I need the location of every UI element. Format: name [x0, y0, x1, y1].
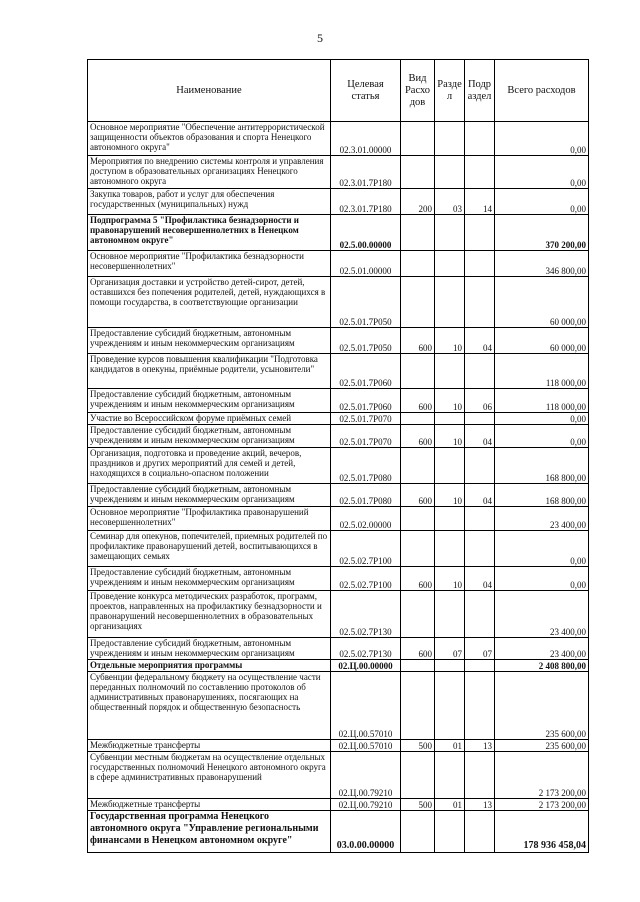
- header-section: Разде л: [435, 60, 465, 122]
- cell-total: 0,00: [495, 156, 589, 189]
- table-row: [88, 660, 589, 672]
- cell-subsection: [465, 752, 495, 799]
- cell-target: 02.5.02.7Р100: [331, 531, 401, 567]
- cell-subsection: 07: [465, 638, 495, 660]
- table-row: [88, 277, 589, 328]
- cell-name: Основное мероприятие "Обеспечение антитеррористической защищенности объектов образования и спорта Ненецкого автономного округа": [88, 122, 331, 156]
- cell-subsection: [465, 413, 495, 425]
- table-row: [88, 122, 589, 156]
- cell-section: 03: [435, 189, 465, 215]
- cell-total: 2 173 200,00: [495, 799, 589, 811]
- cell-name: Основное мероприятие "Профилактика безнадзорности несовершеннолетних": [88, 251, 331, 277]
- cell-type: [401, 531, 435, 567]
- table-row: [88, 638, 589, 660]
- cell-name: Государственная программа Ненецкого автономного округа "Управление региональными финансами в Ненецком автономном округе": [88, 811, 331, 853]
- cell-subsection: [465, 448, 495, 484]
- cell-target: 02.5.01.7Р060: [331, 354, 401, 389]
- cell-target: 02.5.00.00000: [331, 215, 401, 251]
- header-subsection: Подр аздел: [465, 60, 495, 122]
- cell-type: [401, 811, 435, 853]
- cell-total: 235 600,00: [495, 672, 589, 740]
- cell-name: Участие во Всероссийском форуме приёмных семей: [88, 413, 331, 425]
- cell-type: 500: [401, 799, 435, 811]
- table-row: [88, 752, 589, 799]
- cell-target: 02.5.01.7Р070: [331, 425, 401, 448]
- cell-section: [435, 660, 465, 672]
- cell-subsection: 04: [465, 484, 495, 507]
- budget-table: [87, 59, 589, 853]
- cell-target: 02.Ц.00.57010: [331, 672, 401, 740]
- cell-total: 0,00: [495, 567, 589, 591]
- cell-subsection: [465, 811, 495, 853]
- cell-name: Проведение конкурса методических разработок, программ, проектов, направленных на профилактику безнадзорности и правонарушений несовершеннолетних в образовательных организациях: [88, 591, 331, 638]
- cell-type: [401, 672, 435, 740]
- cell-subsection: [465, 277, 495, 328]
- cell-total: 370 200,00: [495, 215, 589, 251]
- cell-subsection: [465, 660, 495, 672]
- cell-target: 02.Ц.00.00000: [331, 660, 401, 672]
- cell-section: [435, 122, 465, 156]
- cell-section: 01: [435, 799, 465, 811]
- cell-type: [401, 507, 435, 531]
- cell-total: 2 408 800,00: [495, 660, 589, 672]
- table-row: [88, 507, 589, 531]
- table-row: [88, 672, 589, 740]
- header-target: Целевая статья: [331, 60, 401, 122]
- cell-target: 02.5.01.7Р070: [331, 413, 401, 425]
- cell-subsection: 04: [465, 328, 495, 354]
- cell-name: Проведение курсов повышения квалификации "Подготовка кандидатов в опекуны, приёмные родители, усыновители": [88, 354, 331, 389]
- cell-section: [435, 591, 465, 638]
- cell-subsection: [465, 215, 495, 251]
- cell-subsection: [465, 672, 495, 740]
- cell-target: 02.5.01.7Р050: [331, 277, 401, 328]
- cell-name: Межбюджетные трансферты: [88, 799, 331, 811]
- table-row: [88, 448, 589, 484]
- cell-total: 346 800,00: [495, 251, 589, 277]
- table-row: [88, 811, 589, 853]
- cell-subsection: [465, 507, 495, 531]
- cell-type: 600: [401, 328, 435, 354]
- cell-section: [435, 156, 465, 189]
- table-row: [88, 484, 589, 507]
- cell-name: Предоставление субсидий бюджетным, автономным учреждениям и иным некоммерческим организациям: [88, 484, 331, 507]
- cell-name: Основное мероприятие "Профилактика правонарушений несовершеннолетних": [88, 507, 331, 531]
- cell-section: [435, 531, 465, 567]
- cell-target: 02.5.01.7Р080: [331, 448, 401, 484]
- cell-total: 178 936 458,04: [495, 811, 589, 853]
- cell-subsection: 14: [465, 189, 495, 215]
- cell-name: Предоставление субсидий бюджетным, автономным учреждениям и иным некоммерческим организациям: [88, 567, 331, 591]
- cell-total: 168 800,00: [495, 484, 589, 507]
- cell-subsection: [465, 122, 495, 156]
- cell-section: [435, 672, 465, 740]
- cell-subsection: [465, 156, 495, 189]
- cell-section: 10: [435, 425, 465, 448]
- cell-name: Закупка товаров, работ и услуг для обеспечения государственных (муниципальных) нужд: [88, 189, 331, 215]
- table-row: [88, 354, 589, 389]
- cell-section: [435, 354, 465, 389]
- table-row: [88, 799, 589, 811]
- cell-total: 0,00: [495, 531, 589, 567]
- cell-target: 02.5.02.00000: [331, 507, 401, 531]
- cell-type: [401, 122, 435, 156]
- cell-type: [401, 156, 435, 189]
- cell-section: 10: [435, 389, 465, 413]
- cell-type: [401, 591, 435, 638]
- cell-total: 60 000,00: [495, 328, 589, 354]
- cell-name: Предоставление субсидий бюджетным, автономным учреждениям и иным некоммерческим организациям: [88, 425, 331, 448]
- cell-section: 01: [435, 740, 465, 752]
- table-row: [88, 328, 589, 354]
- cell-target: 02.Ц.00.79210: [331, 799, 401, 811]
- cell-section: [435, 752, 465, 799]
- cell-section: 10: [435, 328, 465, 354]
- cell-type: 600: [401, 484, 435, 507]
- cell-section: 07: [435, 638, 465, 660]
- header-type: Вид Расхо дов: [401, 60, 435, 122]
- cell-section: [435, 215, 465, 251]
- cell-total: 23 400,00: [495, 507, 589, 531]
- cell-type: 200: [401, 189, 435, 215]
- cell-type: [401, 660, 435, 672]
- table-body: [88, 122, 589, 853]
- cell-total: 0,00: [495, 425, 589, 448]
- table-row: [88, 215, 589, 251]
- cell-name: Предоставление субсидий бюджетным, автономным учреждениям и иным некоммерческим организациям: [88, 389, 331, 413]
- cell-type: [401, 413, 435, 425]
- cell-subsection: 13: [465, 740, 495, 752]
- cell-type: [401, 277, 435, 328]
- cell-section: [435, 251, 465, 277]
- cell-name: Организация доставки и устройство детей-сирот, детей, оставшихся без попечения родителей, детей, нуждающихся в помощи государства, в соответствующие организации: [88, 277, 331, 328]
- cell-type: 600: [401, 389, 435, 413]
- header-name: Наименование: [88, 60, 331, 122]
- cell-total: 23 400,00: [495, 638, 589, 660]
- cell-type: [401, 215, 435, 251]
- cell-name: Межбюджетные трансферты: [88, 740, 331, 752]
- cell-name: Субвенции федеральному бюджету на осуществление части переданных полномочий по составлению протоколов об административных правонарушениях, посягающих на общественный порядок и общественную безопасность: [88, 672, 331, 740]
- cell-type: 600: [401, 638, 435, 660]
- cell-section: [435, 811, 465, 853]
- cell-type: [401, 752, 435, 799]
- cell-section: [435, 277, 465, 328]
- table-row: [88, 740, 589, 752]
- cell-name: Предоставление субсидий бюджетным, автономным учреждениям и иным некоммерческим организациям: [88, 328, 331, 354]
- cell-total: 0,00: [495, 189, 589, 215]
- table-row: [88, 425, 589, 448]
- cell-subsection: 06: [465, 389, 495, 413]
- cell-subsection: 04: [465, 425, 495, 448]
- cell-target: 02.Ц.00.79210: [331, 752, 401, 799]
- cell-section: 10: [435, 567, 465, 591]
- table-row: [88, 591, 589, 638]
- cell-section: [435, 413, 465, 425]
- table-row: [88, 251, 589, 277]
- cell-subsection: [465, 591, 495, 638]
- cell-target: 02.5.02.7Р130: [331, 591, 401, 638]
- cell-target: 02.5.01.7Р080: [331, 484, 401, 507]
- cell-total: 118 000,00: [495, 389, 589, 413]
- cell-section: [435, 507, 465, 531]
- cell-subsection: [465, 354, 495, 389]
- cell-section: [435, 448, 465, 484]
- cell-target: 02.Ц.00.57010: [331, 740, 401, 752]
- cell-name: Организация, подготовка и проведение акций, вечеров, праздников и других мероприятий для семей и детей, находящихся в социально-опасном положении: [88, 448, 331, 484]
- cell-target: 02.5.01.7Р060: [331, 389, 401, 413]
- table-row: [88, 389, 589, 413]
- cell-name: Подпрограмма 5 "Профилактика безнадзорности и правонарушений несовершеннолетних в Ненецком автономном округе": [88, 215, 331, 251]
- cell-name: Субвенции местным бюджетам на осуществление отдельных государственных полномочий Ненецкого автономного округа в сфере административных правонарушений: [88, 752, 331, 799]
- cell-type: 500: [401, 740, 435, 752]
- cell-target: 02.5.01.00000: [331, 251, 401, 277]
- table-row: [88, 567, 589, 591]
- table-row: [88, 156, 589, 189]
- table-row: [88, 531, 589, 567]
- cell-total: 118 000,00: [495, 354, 589, 389]
- table-row: [88, 413, 589, 425]
- cell-type: 600: [401, 425, 435, 448]
- cell-type: 600: [401, 567, 435, 591]
- cell-name: Семинар для опекунов, попечителей, приемных родителей по профилактике правонарушений детей, воспитывающихся в замещающих семьях: [88, 531, 331, 567]
- cell-total: 0,00: [495, 413, 589, 425]
- cell-target: 02.5.02.7Р100: [331, 567, 401, 591]
- cell-target: 02.5.02.7Р130: [331, 638, 401, 660]
- cell-subsection: 13: [465, 799, 495, 811]
- table-row: [88, 189, 589, 215]
- cell-total: 60 000,00: [495, 277, 589, 328]
- page-number: 5: [317, 31, 323, 45]
- cell-subsection: [465, 531, 495, 567]
- cell-type: [401, 448, 435, 484]
- cell-section: 10: [435, 484, 465, 507]
- cell-total: 0,00: [495, 122, 589, 156]
- cell-target: 02.3.01.7Р180: [331, 189, 401, 215]
- cell-name: Отдельные мероприятия программы: [88, 660, 331, 672]
- header-total: Всего расходов: [495, 60, 589, 122]
- cell-total: 168 800,00: [495, 448, 589, 484]
- cell-subsection: 04: [465, 567, 495, 591]
- cell-total: 235 600,00: [495, 740, 589, 752]
- cell-target: 02.5.01.7Р050: [331, 328, 401, 354]
- cell-total: 23 400,00: [495, 591, 589, 638]
- cell-target: 02.3.01.7Р180: [331, 156, 401, 189]
- cell-target: 02.3.01.00000: [331, 122, 401, 156]
- cell-target: 03.0.00.00000: [331, 811, 401, 853]
- cell-name: Предоставление субсидий бюджетным, автономным учреждениям и иным некоммерческим организациям: [88, 638, 331, 660]
- cell-type: [401, 251, 435, 277]
- cell-type: [401, 354, 435, 389]
- cell-subsection: [465, 251, 495, 277]
- cell-total: 2 173 200,00: [495, 752, 589, 799]
- cell-name: Мероприятия по внедрению системы контроля и управления доступом в образовательных организациях Ненецкого автономного округа: [88, 156, 331, 189]
